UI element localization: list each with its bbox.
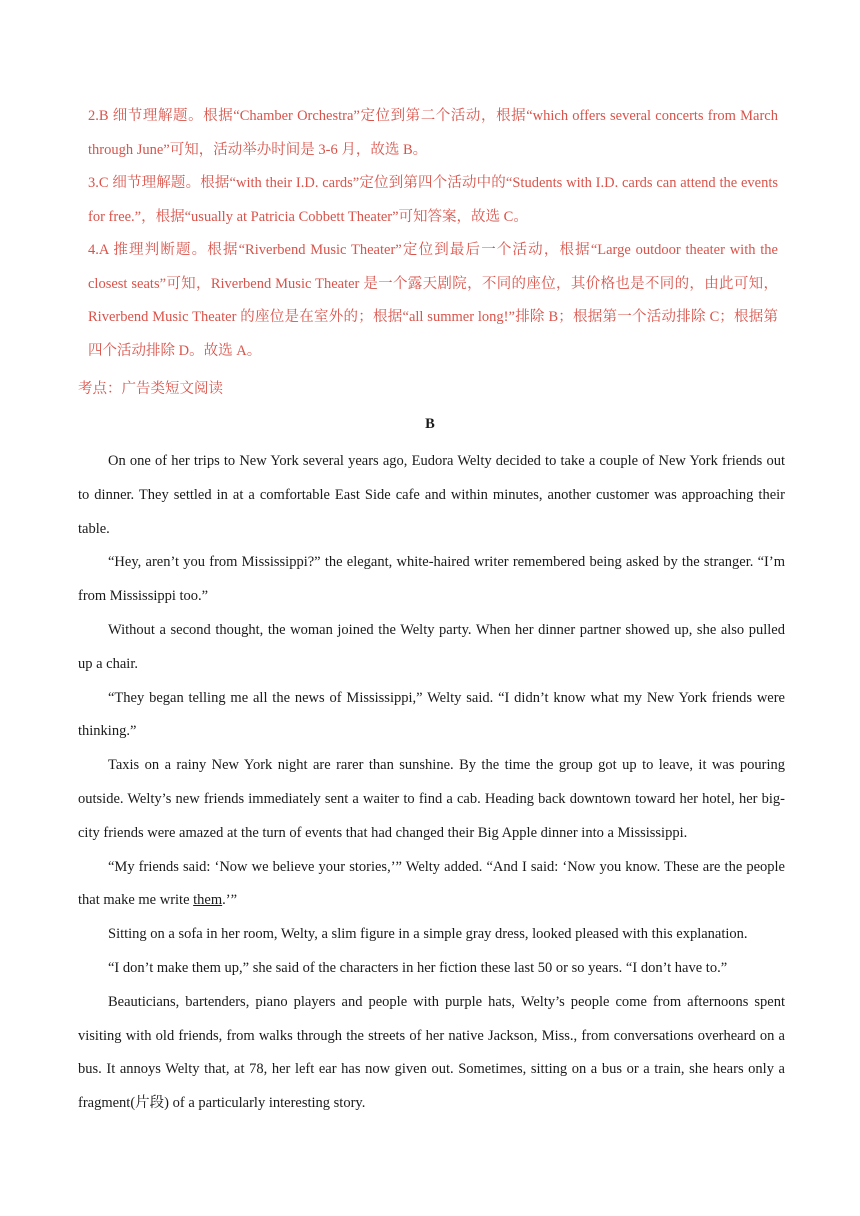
answer-explanations <box>88 100 778 368</box>
paragraph-7: Sitting on a sofa in her room, Welty, a slim figure in a simple gray dress, looked pleased with this explanation. <box>108 926 748 943</box>
paragraph-3: Without a second thought, the woman joined the Welty party. When her dinner partner showed up, she also pulled up a chair. <box>78 621 785 672</box>
paragraph-2: “Hey, aren’t you from Mississippi?” the elegant, white-haired writer remembered being asked by the stranger. “I’m from Mississippi too.” <box>78 554 785 605</box>
paragraph-9: Beauticians, bartenders, piano players and people with purple hats, Welty’s people come from afternoons spent visiting with old friends, from walks through the streets of her native Jackson, Miss., from conversations overheard on a bus. It annoys Welty that, at 78, her left ear has now given out. Sometimes, sitting on a bus or a train, she hears only a fragment(片段) of a particularly interesting story. <box>78 993 785 1112</box>
paragraph-4: “They began telling me all the news of Mississippi,” Welty said. “I didn’t know what my New York friends were thinking.” <box>78 689 785 740</box>
answer-4: 4.A 推理判断题。根据“Riverbend Music Theater”定位到最后一个活动，根据“Large outdoor theater with the closest seats”可知，Riverbend Music Theater 是一个露天剧院，不同的座位，其价格也是不同的，由此可知，Riverbend Music Theater 的座位是在室外的；根据“all summer long!”排除 B；根据第一个活动排除 C；根据第四个活动排除 D。故选 A。 <box>88 242 778 359</box>
underlined-word: them <box>193 892 223 909</box>
paragraph-6-text-a: “My friends said: ‘Now we believe your stories,’” Welty added. “And I said: ‘Now you know. These are the people that make me write <box>78 858 785 909</box>
answer-2: 2.B 细节理解题。根据“Chamber Orchestra”定位到第二个活动，根据“which offers several concerts from March through June”可知，活动举办时间是 3-6 月，故选 B。 <box>88 108 778 158</box>
paragraph-8: “I don’t make them up,” she said of the characters in her fiction these last 50 or so years. “I don’t have to.” <box>108 959 728 976</box>
paragraph-5: Taxis on a rainy New York night are rarer than sunshine. By the time the group got up to leave, it was pouring outside. Welty’s new friends immediately sent a waiter to find a cab. Heading back downtown toward her hotel, her big-city friends were amazed at the turn of events that had changed their Big Apple dinner into a Mississippi. <box>78 757 785 841</box>
reading-passage <box>78 445 785 1121</box>
paragraph-1: On one of her trips to New York several years ago, Eudora Welty decided to take a couple of New York friends out to dinner. They settled in at a comfortable East Side cafe and within minutes, another customer was approaching their table. <box>78 453 785 537</box>
test-point-label: 考点：广告类短文阅读 <box>78 381 223 397</box>
answer-3: 3.C 细节理解题。根据“with their I.D. cards”定位到第四个活动中的“Students with I.D. cards can attend the events for free.”，根据“usually at Patricia Cobbett Theater”可知答案，故选 C。 <box>88 175 778 225</box>
paragraph-6-text-b: .’” <box>222 892 238 909</box>
paragraph-6 <box>78 851 785 919</box>
section-heading: B <box>425 416 435 432</box>
